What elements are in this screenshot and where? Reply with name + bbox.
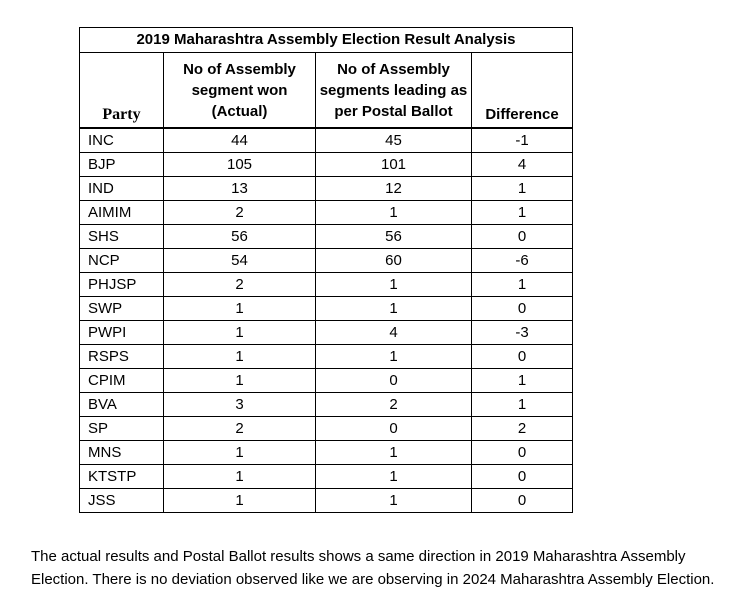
cell-party: AIMIM [80, 201, 164, 225]
cell-party: IND [80, 177, 164, 201]
cell-party: PWPI [80, 321, 164, 345]
cell-party: BJP [80, 153, 164, 177]
table-row [80, 393, 573, 417]
cell-actual: 2 [164, 417, 316, 441]
cell-difference: 0 [472, 225, 573, 249]
cell-difference: 1 [472, 201, 573, 225]
results-table-container [79, 27, 572, 513]
header-postal [316, 53, 472, 129]
table-row [80, 321, 573, 345]
header-actual-line3: (Actual) [211, 102, 268, 120]
cell-postal: 45 [316, 128, 472, 153]
table-row [80, 465, 573, 489]
analysis-note: The actual results and Postal Ballot results shows a same direction in 2019 Maharashtra Assembly Election. There is no deviation observed like we are observing in 2024 Maharashtra Assembly Election. [31, 548, 715, 588]
cell-party: BVA [80, 393, 164, 417]
table-title: 2019 Maharashtra Assembly Election Result Analysis [80, 28, 573, 53]
table-row [80, 369, 573, 393]
cell-postal: 101 [316, 153, 472, 177]
table-row [80, 273, 573, 297]
cell-party: SHS [80, 225, 164, 249]
cell-actual: 105 [164, 153, 316, 177]
cell-postal: 1 [316, 489, 472, 513]
cell-party: SWP [80, 297, 164, 321]
cell-postal: 1 [316, 441, 472, 465]
cell-party: KTSTP [80, 465, 164, 489]
cell-actual: 44 [164, 128, 316, 153]
table-row [80, 128, 573, 153]
table-row [80, 249, 573, 273]
table-row [80, 177, 573, 201]
cell-difference: 0 [472, 345, 573, 369]
cell-actual: 56 [164, 225, 316, 249]
cell-postal: 60 [316, 249, 472, 273]
cell-actual: 1 [164, 441, 316, 465]
cell-party: MNS [80, 441, 164, 465]
cell-postal: 1 [316, 297, 472, 321]
table-row [80, 225, 573, 249]
cell-postal: 2 [316, 393, 472, 417]
cell-postal: 1 [316, 201, 472, 225]
header-row [80, 53, 573, 129]
cell-actual: 2 [164, 201, 316, 225]
header-postal-line3: per Postal Ballot [334, 102, 453, 120]
table-row [80, 201, 573, 225]
cell-difference: 0 [472, 465, 573, 489]
cell-actual: 3 [164, 393, 316, 417]
cell-postal: 12 [316, 177, 472, 201]
table-row [80, 441, 573, 465]
cell-party: NCP [80, 249, 164, 273]
cell-party: JSS [80, 489, 164, 513]
header-actual-line2: segment won [191, 81, 288, 99]
cell-postal: 1 [316, 273, 472, 297]
table-row [80, 489, 573, 513]
header-difference: Difference [472, 53, 573, 129]
cell-difference: 0 [472, 297, 573, 321]
cell-postal: 1 [316, 345, 472, 369]
cell-difference: 2 [472, 417, 573, 441]
cell-difference: 1 [472, 273, 573, 297]
cell-party: PHJSP [80, 273, 164, 297]
header-actual-line1: No of Assembly [183, 60, 296, 78]
header-actual [164, 53, 316, 129]
cell-actual: 1 [164, 321, 316, 345]
header-party: Party [80, 53, 164, 129]
table-row [80, 153, 573, 177]
cell-party: INC [80, 128, 164, 153]
cell-difference: 4 [472, 153, 573, 177]
cell-difference: 1 [472, 393, 573, 417]
table-body [80, 128, 573, 513]
cell-actual: 1 [164, 489, 316, 513]
table-row [80, 345, 573, 369]
cell-difference: 0 [472, 489, 573, 513]
cell-difference: -3 [472, 321, 573, 345]
cell-difference: 0 [472, 441, 573, 465]
cell-postal: 4 [316, 321, 472, 345]
cell-difference: -6 [472, 249, 573, 273]
cell-actual: 2 [164, 273, 316, 297]
cell-actual: 54 [164, 249, 316, 273]
cell-actual: 1 [164, 369, 316, 393]
cell-party: CPIM [80, 369, 164, 393]
header-postal-line2: segments leading as [319, 81, 468, 99]
cell-actual: 1 [164, 465, 316, 489]
cell-difference: 1 [472, 369, 573, 393]
cell-party: SP [80, 417, 164, 441]
cell-actual: 1 [164, 345, 316, 369]
cell-party: RSPS [80, 345, 164, 369]
cell-postal: 0 [316, 417, 472, 441]
cell-postal: 56 [316, 225, 472, 249]
header-postal-line1: No of Assembly [337, 60, 450, 78]
table-row [80, 297, 573, 321]
cell-postal: 0 [316, 369, 472, 393]
cell-difference: -1 [472, 128, 573, 153]
cell-difference: 1 [472, 177, 573, 201]
cell-actual: 1 [164, 297, 316, 321]
cell-postal: 1 [316, 465, 472, 489]
table-row [80, 417, 573, 441]
cell-actual: 13 [164, 177, 316, 201]
results-table [79, 27, 573, 513]
